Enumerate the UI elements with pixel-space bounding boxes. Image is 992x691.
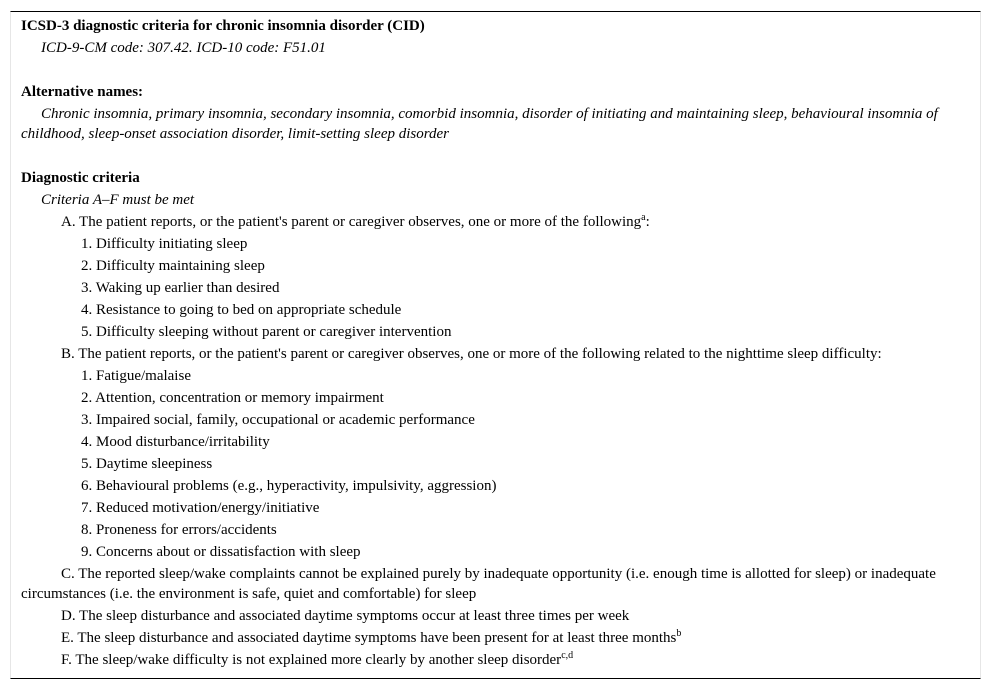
criterion-a-item: 2. Difficulty maintaining sleep (81, 258, 265, 274)
alt-names: Chronic insomnia, primary insomnia, secondary insomnia, comorbid insomnia, disorder of initiating and maintaining sleep, behavioural insomnia of childhood, sleep-onset association disorder, limit-setting sleep disorder (21, 106, 938, 142)
criterion-a (21, 211, 970, 233)
criterion-e (21, 627, 970, 649)
criteria-table (10, 11, 981, 679)
criterion-c: C. The reported sleep/wake complaints cannot be explained purely by inadequate opportunity (i.e. enough time is allotted for sleep) or inadequate circumstances (i.e. the environment is safe, quiet and comfortable) for sleep (21, 566, 936, 602)
criterion-a-text: A. The patient reports, or the patient's parent or caregiver observes, one or more of the following (61, 214, 642, 230)
criterion-a-item: 3. Waking up earlier than desired (81, 280, 280, 296)
criterion-a-item: 1. Difficulty initiating sleep (81, 236, 248, 252)
criterion-b-item: 5. Daytime sleepiness (81, 456, 213, 472)
criteria-note: Criteria A–F must be met (41, 192, 195, 208)
criterion-f (21, 649, 970, 671)
criterion-b: B. The patient reports, or the patient's parent or caregiver observes, one or more of the following related to the nighttime sleep difficulty: (61, 346, 882, 362)
criterion-f-text: F. The sleep/wake difficulty is not explained more clearly by another sleep disorder (61, 652, 562, 668)
spacer (21, 145, 970, 167)
icd-codes: ICD-9-CM code: 307.42. ICD-10 code: F51.01 (41, 40, 326, 56)
footnote-b: b (676, 628, 682, 639)
footnote-a: a (641, 212, 646, 223)
spacer (21, 59, 970, 81)
criterion-b-item: 8. Proneness for errors/accidents (81, 522, 277, 538)
criterion-b-item: 6. Behavioural problems (e.g., hyperactivity, impulsivity, aggression) (81, 478, 497, 494)
criterion-b-item: 7. Reduced motivation/energy/initiative (81, 500, 320, 516)
criterion-a-tail: : (645, 214, 650, 230)
criterion-e-text: E. The sleep disturbance and associated daytime symptoms have been present for at least three months (61, 630, 677, 646)
criterion-a-item: 4. Resistance to going to bed on appropriate schedule (81, 302, 402, 318)
criterion-b-item: 4. Mood disturbance/irritability (81, 434, 270, 450)
criterion-b-item: 3. Impaired social, family, occupational or academic performance (81, 412, 475, 428)
criterion-d: D. The sleep disturbance and associated daytime symptoms occur at least three times per week (61, 608, 630, 624)
criterion-b-item: 9. Concerns about or dissatisfaction with sleep (81, 544, 361, 560)
criterion-b-item: 1. Fatigue/malaise (81, 368, 191, 384)
table-title: ICSD-3 diagnostic criteria for chronic insomnia disorder (CID) (21, 18, 425, 34)
alt-names-heading: Alternative names: (21, 84, 144, 100)
diagnostic-criteria-heading: Diagnostic criteria (21, 170, 140, 186)
footnote-cd: c,d (561, 650, 574, 661)
criterion-b-item: 2. Attention, concentration or memory impairment (81, 390, 384, 406)
criterion-a-item: 5. Difficulty sleeping without parent or caregiver intervention (81, 324, 452, 340)
